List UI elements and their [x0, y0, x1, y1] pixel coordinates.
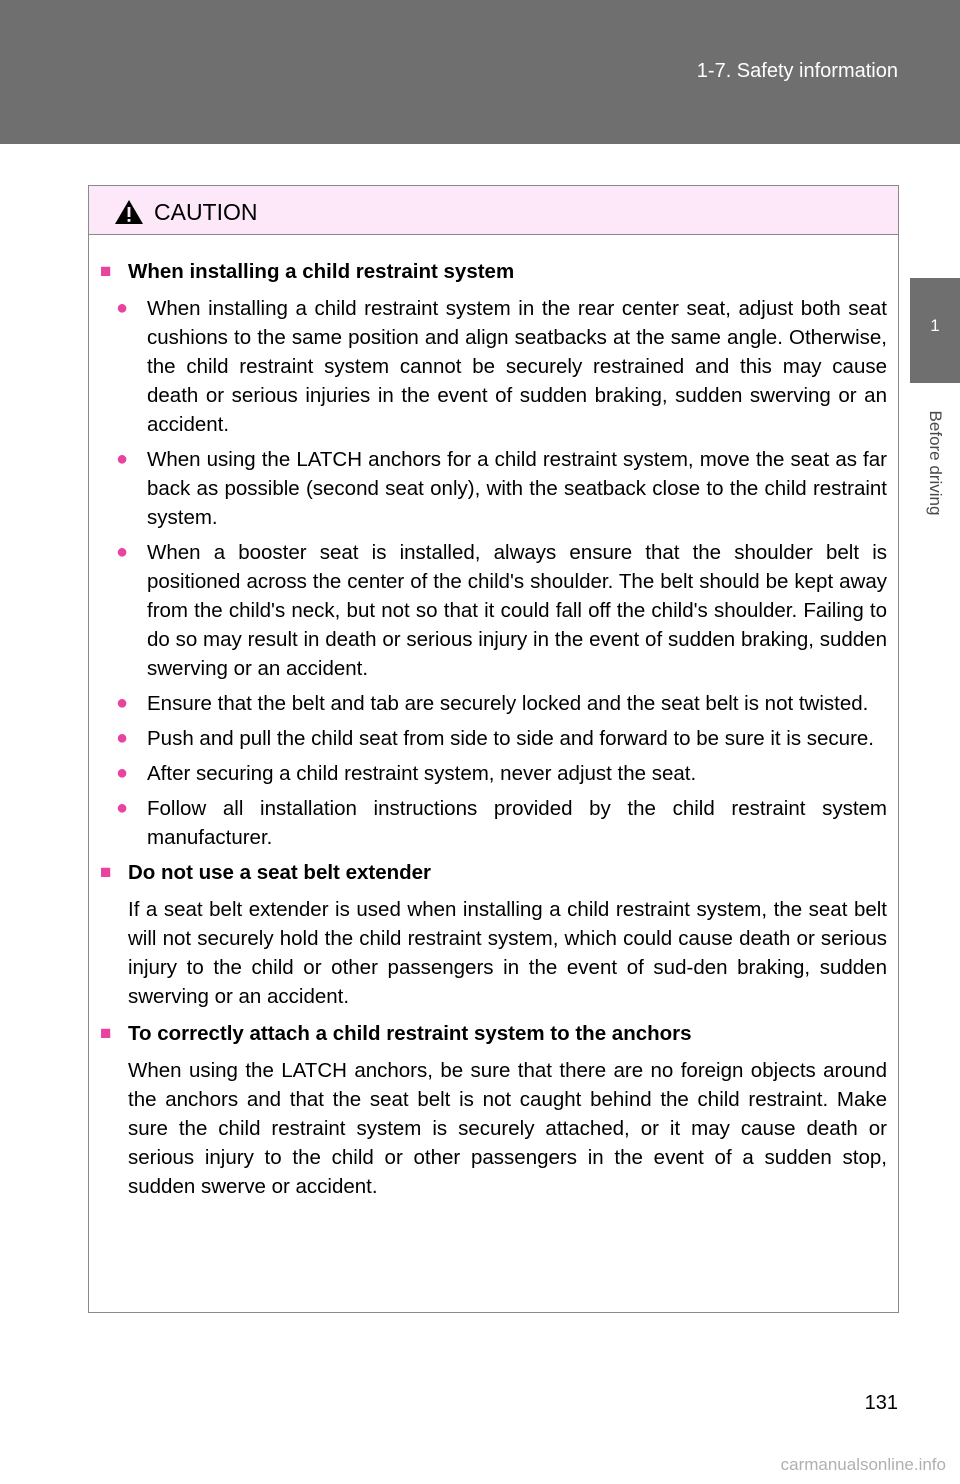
installing-bullet-list: [100, 294, 887, 852]
chapter-title: Before driving: [926, 410, 945, 516]
anchors-paragraph: When using the LATCH anchors, be sure that there are no foreign objects around the anchors and that the seat belt is not caught behind the child restraint. Make sure the child restraint system is securely attached, or it may cause death or serious injury to the child or other passengers in the event of a sudden stop, sudden swerve or accident.: [128, 1059, 887, 1198]
bullet-item: ● Ensure that the belt and tab are securely locked and the seat belt is not twisted.: [100, 689, 887, 718]
warning-triangle-icon: [114, 199, 144, 225]
chapter-number: 1: [930, 316, 940, 335]
header-band: [0, 0, 960, 144]
section-heading-installing: ■ When installing a child restraint system: [100, 257, 887, 286]
chapter-label: [910, 383, 960, 543]
bullet-item: ● Follow all installation instructions provided by the child restraint system manufacturer.: [100, 794, 887, 852]
section-heading-extender: ■ Do not use a seat belt extender: [100, 858, 887, 887]
watermark: carmanualsonline.info: [780, 1455, 946, 1474]
bullet-item: ● When a booster seat is installed, always ensure that the shoulder belt is positioned across the center of the child's shoulder. The belt should be kept away from the child's neck, but not so that it could fall off the child's shoulder. Failing to do so may result in death or serious injury in the event of sudden braking, sudden swerving or an accident.: [100, 538, 887, 683]
caution-body: [89, 235, 898, 1201]
bullet-item: ● When using the LATCH anchors for a child restraint system, move the seat as far back as possible (second seat only), with the seatback close to the child restraint system.: [100, 445, 887, 532]
bullet-item: ● When installing a child restraint system in the rear center seat, adjust both seat cushions to the same position and align seatbacks at the same angle. Otherwise, the child restraint system cannot be securely restrained and this may cause death or serious injuries in the event of sudden braking, sudden swerving or an accident.: [100, 294, 887, 439]
caution-header: [89, 186, 898, 235]
page-number: 131: [864, 1392, 898, 1414]
extender-paragraph: If a seat belt extender is used when installing a child restraint system, the seat belt will not securely hold the child restraint system, which could cause death or serious injury to the child or other passengers in the event of sud-den braking, sudden swerving or an accident.: [128, 898, 887, 1008]
bullet-item: ● After securing a child restraint system, never adjust the seat.: [100, 759, 887, 788]
bullet-item: ● Push and pull the child seat from side to side and forward to be sure it is secure.: [100, 724, 887, 753]
chapter-tab: [910, 278, 960, 383]
section-heading-anchors: ■ To correctly attach a child restraint system to the anchors: [100, 1019, 887, 1048]
caution-box: [88, 185, 899, 1313]
section-title: 1-7. Safety information: [696, 60, 898, 82]
caution-title: CAUTION: [154, 199, 258, 225]
